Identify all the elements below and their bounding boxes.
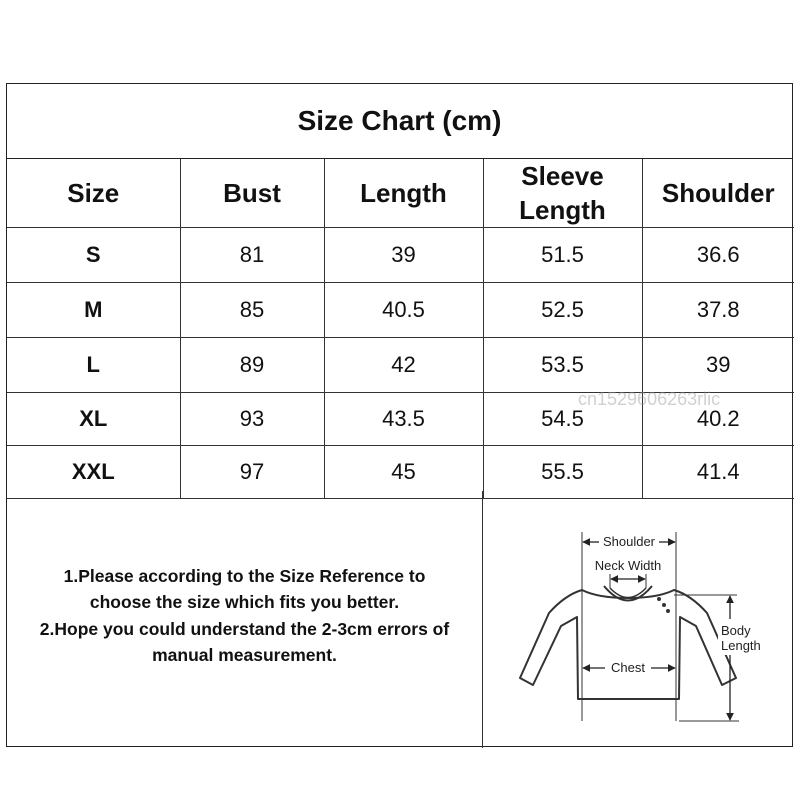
- neck-width-label: Neck Width: [594, 558, 662, 573]
- button-icon: [657, 597, 661, 601]
- sleeve-cell: 51.5: [483, 228, 642, 283]
- header-sleeve-length-label: Sleeve Length: [519, 161, 606, 225]
- bust-cell: 85: [180, 283, 324, 338]
- length-cell: 39: [324, 228, 483, 283]
- sweater-outline-icon: [520, 590, 736, 699]
- shoulder-cell: 36.6: [642, 228, 794, 283]
- size-chart: [6, 83, 793, 747]
- chest-label: Chest: [611, 660, 645, 675]
- header-sleeve-length: [483, 159, 642, 228]
- bust-cell: 93: [180, 393, 324, 446]
- sleeve-cell: 53.5: [483, 338, 642, 393]
- size-cell: XXL: [7, 446, 180, 499]
- header-length: Length: [324, 159, 483, 228]
- table-header-row: [7, 159, 794, 228]
- header-bust: Bust: [180, 159, 324, 228]
- sleeve-cell: 54.5: [483, 393, 642, 446]
- size-cell: M: [7, 283, 180, 338]
- sleeve-cell: 52.5: [483, 283, 642, 338]
- length-cell: 43.5: [324, 393, 483, 446]
- note-line: 2.Hope you could understand the 2-3cm errors of: [39, 618, 450, 639]
- size-cell: L: [7, 338, 180, 393]
- length-cell: 40.5: [324, 283, 483, 338]
- body-length-label: Length: [721, 638, 761, 653]
- header-shoulder: Shoulder: [642, 159, 794, 228]
- chart-title: Size Chart (cm): [7, 84, 792, 159]
- bust-cell: 89: [180, 338, 324, 393]
- note-line: choose the size which fits you better.: [89, 592, 400, 612]
- shoulder-cell: 40.2: [642, 393, 794, 446]
- shoulder-label: Shoulder: [602, 534, 656, 549]
- size-table: [7, 159, 794, 499]
- bust-cell: 81: [180, 228, 324, 283]
- table-row: [7, 283, 794, 338]
- sweater-diagram: [483, 491, 792, 748]
- header-size: Size: [7, 159, 180, 228]
- size-notes: [7, 491, 483, 748]
- bust-cell: 97: [180, 446, 324, 499]
- measurement-diagram: [483, 491, 792, 748]
- sleeve-cell: 55.5: [483, 446, 642, 499]
- length-cell: 42: [324, 338, 483, 393]
- button-icon: [666, 609, 670, 613]
- table-row: [7, 338, 794, 393]
- body-length-label: Body: [721, 623, 751, 638]
- note-line: manual measurement.: [152, 645, 337, 665]
- button-icon: [662, 603, 666, 607]
- watermark: cn1529606263rlic: [578, 389, 721, 409]
- size-cell: S: [7, 228, 180, 283]
- shoulder-cell: 37.8: [642, 283, 794, 338]
- size-cell: XL: [7, 393, 180, 446]
- length-cell: 45: [324, 446, 483, 499]
- note-line: 1.Please according to the Size Reference to: [63, 565, 426, 586]
- shoulder-cell: 41.4: [642, 446, 794, 499]
- table-row: [7, 228, 794, 283]
- shoulder-cell: 39: [642, 338, 794, 393]
